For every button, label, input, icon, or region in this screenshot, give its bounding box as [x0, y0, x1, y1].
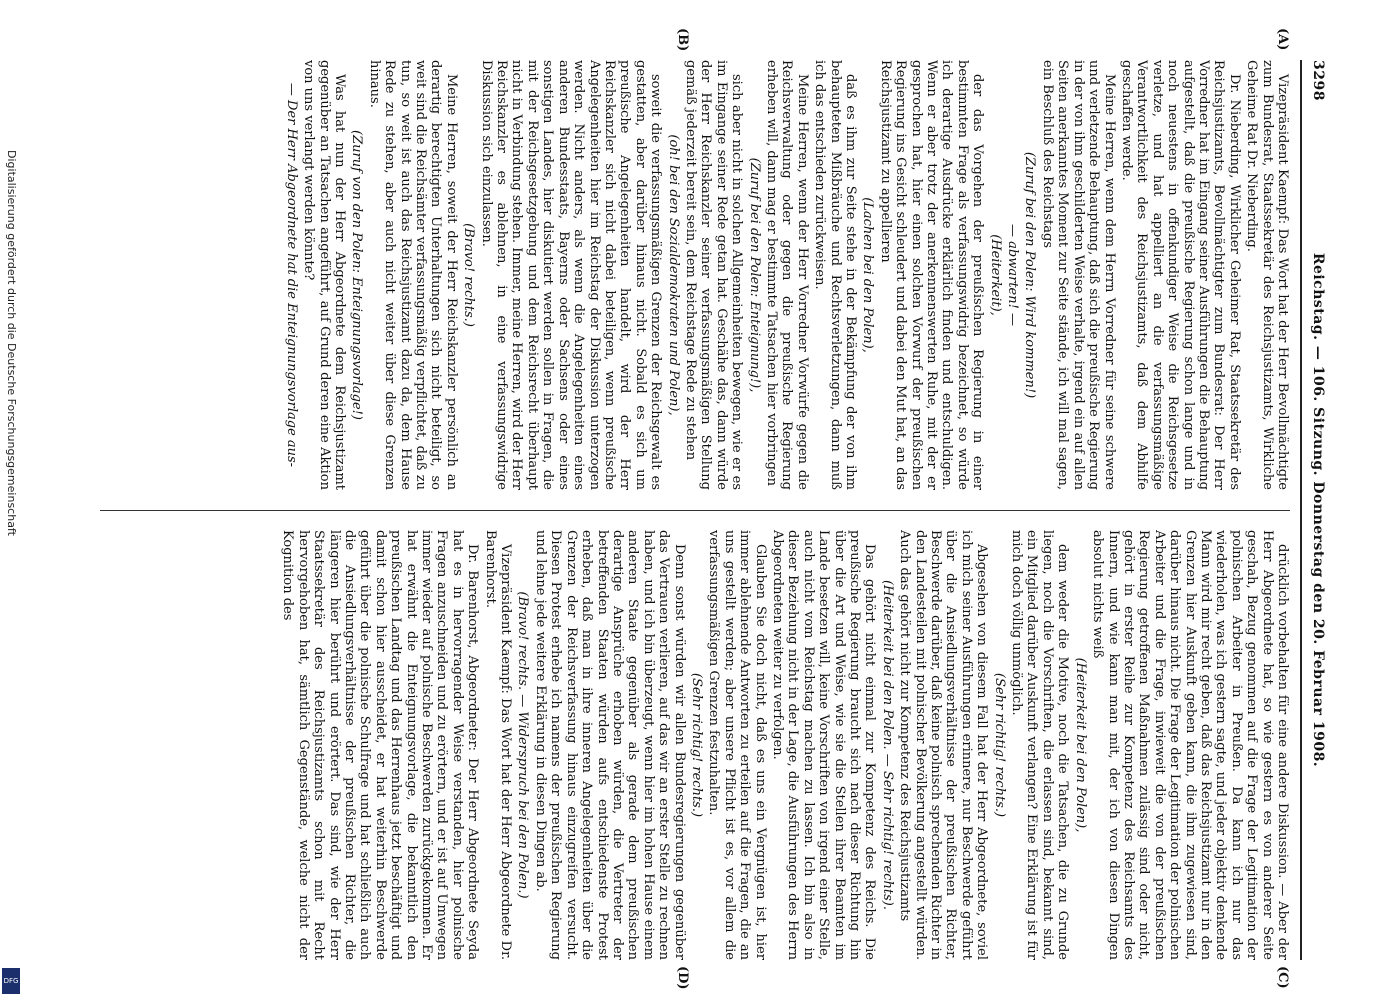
paragraph: (Bravo! rechts.) [461, 223, 477, 327]
left-column [100, 60, 1290, 490]
paragraph: (Bravo! rechts. — Widerspruch bei den Polen.) [515, 591, 531, 899]
dfg-logo: DFG [2, 968, 20, 994]
paragraph: Abgesehen von diesem Fall hat der Herr Abgeordnete, soviel ich mich seiner Ausführungen erinnere, nur Beschwerde geführt über die Ansiedlungsverhältnisse der preußischen Richter, Beschwerde darüber, daß keine polnisch sprechenden Richter in den Landesteilen mit polnischer Bevölkerung angestellt würden. Auch das gehört nicht zur Kompetenz des Reichsjustizamts [897, 530, 990, 960]
page-number: 3298 [1310, 60, 1326, 101]
paragraph: Dr. Nieberding, Wirklicher Geheimer Rat, Staatssekretär des Reichsjustizamts, Bevollmächtigter zum Bundesrat: Der Herr Vorredner hat im Eingang seiner Ausführungen die Behauptung aufgestellt, daß die preußische Regierung schon lange und in noch neuestens in offenkundiger Weise die Reichsgesetze verletze, und hat appelliert an die verfassungsmäßige Verantwortlichkeit des Reichsjustizamts, daß dem Abhilfe geschaffen werde. [1118, 60, 1242, 490]
paragraph: Meine Herren, wenn der Herr Vorredner Vorwürfe gegen die Reichsverwaltung oder gegen die preußische Regierung erheben will, dann mag er bestimmte Tatsachen hier vorbringen [764, 60, 810, 490]
paragraph: Dr. Barenhorst, Abgeordneter: Der Herr Abgeordnete Seyda hat es in hervorragender Weise verstanden, hier polnische Fragen anzuschneiden und zu erörtern, und er ist auf Umwegen immer wieder auf polnische Beschwerden zurückgekommen. Er hat erwähnt die Enteignungsvorlage, die bekanntlich den preußischen Landtag und das Herrenhaus jetzt beschäftigt und damit schon hier ausscheidet, er hat weiterhin Beschwerde geführt über die polnische Schulfrage und hat schließlich auch die Ansiedlungsverhältnisse der preußischen Richter, die längeren hier berührt und erörtert. Das sind, wie der Herr Staatssekretär des Reichsjustizamts schon mit Recht hervorgehoben hat, sämtlich Gegenstände, welche nicht der Kognition des [280, 530, 481, 960]
paragraph: dem weder die Motive, noch die Tatsachen, die zu Grunde liegen, noch die Vorschriften, die erlassen sind, bekannt sind, ein Mitglied darüber Auskunft verlangen? Eine Erklärung ist für mich doch völlig unmöglich. [1009, 530, 1071, 960]
paragraph: der das Vorgehen der preußischen Regierung in einer bestimmten Frage als verfassungswidrig bezeichnet, so würde ich derartige Ausdrücke erklärlich finden und entschuldigen. Wenn er aber trotz der anerkennenswerten Ruhe, mit der er gesprochen hat, hier einen solchen Vorwurf der preußischen Regierung ins Gesicht schleudert und dabei den Mut hat, an das Reichsjustizamt zu appellieren [877, 60, 986, 490]
paragraph: Was hat nun der Herr Abgeordnete dem Reichsjustizamt gegenüber an Tatsachen angeführt, auf Grund deren eine Aktion von uns verlangt werden könnte? [301, 60, 348, 490]
paragraph: (Sehr richtig! rechts.) [688, 672, 704, 818]
paragraph: (Zuruf bei den Polen: Wird kommen!) [1022, 151, 1038, 399]
paragraph: (Sehr richtig! rechts.) [991, 672, 1007, 818]
paragraph: (oh! bei den Sozialdemokraten und Polen), [665, 134, 681, 416]
margin-marker-a: (A) [1275, 28, 1290, 51]
paragraph: Meine Herren, wenn dem Herrn Vorredner für seine schwere und verletzende Behauptung, daß sich die preußische Regierung in der von ihm geschilderten Weise verhalte, irgend ein auf allen Seiten anerkanntes Moment zur Seite stände, ich will mal sagen, ein Beschluß des Reichstags [1039, 60, 1117, 490]
paragraph: — abwarten! — [1005, 224, 1021, 326]
paragraph: (Heiterkeit), [987, 234, 1003, 316]
paragraph: sich aber nicht in solchen Allgemeinheiten bewegen, wie er es im Eingange seiner Rede getan hat. Geschähe das, dann würde der Herr Reichskanzler seiner verfassungsmäßigen Stellung gemäß jederzeit bereit sein, dem Reichstage Rede zu stehen [682, 60, 745, 490]
paragraph: (Zuruf von den Polen: Enteignungsvorlage!) [349, 130, 365, 420]
paragraph: (Heiterkeit bei den Polen. — Sehr richtig! rechts). [879, 579, 895, 911]
margin-marker-b: (B) [675, 28, 690, 52]
side-note-text: Digitalisierung gefördert durch die Deutsche Forschungsgemeinschaft [5, 150, 18, 536]
right-column [100, 530, 1290, 960]
paragraph: Glauben Sie doch nicht, daß es uns ein Vergnügen ist, hier immer ablehnende Antworten zu erteilen auf die Fragen, die an uns gestellt werden; aber unsere Pflicht ist es, vor allem die verfassungsmäßigen Grenzen festzuhalten. [706, 530, 768, 960]
column-divider [100, 510, 1290, 511]
page-title: Reichstag. — 106. Sitzung. Donnerstag den 20. Februar 1908. [1310, 252, 1326, 768]
paragraph: (Zuruf bei den Polen: Enteignung!), [746, 157, 762, 393]
side-note [4, 150, 20, 990]
paragraph: (Lachen bei den Polen), [860, 197, 876, 353]
paragraph: Vizepräsident Kaempf: Das Wort hat der Herr Bevollmächtigte zum Bundesrat, Staatssekretär des Reichsjustizamts, Wirkliche Geheime Rat Dr. Nieberding. [1244, 60, 1290, 490]
paragraph: drücklich vorbehalten für eine andere Diskussion. — Aber der Herr Abgeordnete hat, so wie gestern es von anderer Seite geschah, Bezug genommen auf die Frage der Legitimation der polnischen Arbeiter in Preußen. Da kann ich nur das wiederholen, was ich gestern sagte, und jeder objektiv denkende Mann wird mir recht geben, daß das Reichsjustizamt nur in den Grenzen hier Auskunft geben kann, die ihm zugewiesen sind, darüber hinaus nicht. Die Frage der Legitimation der polnischen Arbeiter und die Frage, inwieweit die von der preußischen Regierung getroffenen Maßnahmen zulässig sind oder nicht, gehört in erster Reihe zur Kompetenz des Reichsamts des Innern, und wie kann man mit, der ich von diesen Dingen absolut nichts weiß [1090, 530, 1290, 960]
header-rule [1300, 60, 1302, 960]
paragraph: soweit die verfassungsmäßigen Grenzen der Reichsgewalt es gestatten, aber darüber hinaus nicht. Sobald es sich um preußische Angelegenheiten handelt, wird der Herr Reichskanzler sich nicht dabei beteiligen, wenn preußische Angelegenheiten hier im Reichstag der Diskussion unterzogen werden. Nicht anders, als wenn die Angelegenheiten eines anderen Bundesstaats, Bayerns oder Sachsens oder eines sonstigen Landes, hier diskutiert werden sollen in Fragen, die mit der Reichsgesetzgebung und dem Reichsrecht überhaupt nicht in Verbindung stehen. Immer, meine Herren, wird der Herr Reichskanzler es ablehnen, in eine verfassungswidrige Diskussion sich einzulassen. [478, 60, 664, 490]
margin-marker-d: (D) [675, 966, 690, 990]
paragraph: Denn sonst würden wir allen Bundesregierungen gegenüber das Vertrauen verlieren, auf das wir an erster Stelle zu rechnen haben, und ich bin überzeugt, wenn hier im hohen Hause einem anderen Staate gegenüber als gerade dem preußischen derartige Ansprüche erhoben würden, die Vertreter der betreffenden Staaten würden aufs entschiedenste Protest erheben, daß man in ihre inneren Angelegenheiten über die Grenzen der Reichsverfassung hinaus einzugreifen versucht. Diesen Protest erhebe ich namens der preußischen Regierung und lehne jede weitere Erklärung in diesen Dingen ab. [532, 530, 687, 960]
paragraph: Vizepräsident Kaempf: Das Wort hat der Herr Abgeordnete Dr. Barenhorst. [482, 530, 514, 960]
margin-marker-c: (C) [1275, 966, 1290, 989]
page-header [1300, 60, 1330, 960]
rotated-sheet [80, 28, 1330, 990]
paragraph: daß es ihm zur Seite stehe in der Bekämpfung der von ihm behaupteten Mißbräuche und Rechtsverletzungen, dann muß ich das entschieden zurückweisen. [812, 60, 859, 490]
paragraph: — Der Herr Abgeordnete hat die Enteignungsvorlage aus- [283, 82, 299, 468]
paragraph: Das gehört nicht einmal zur Kompetenz des Reichs. Die preußische Regierung braucht sich nach dieser Richtung hin über die Art und Weise, wie sie die Stellen ihrer Beamten im Lande besetzen will, keine Vorschriften von irgend einer Stelle, auch nicht vom Reichstag machen zu lassen. Ich bin also in dieser Beziehung nicht in der Lage, die Ausführungen des Herrn Abgeordneten weiter zu verfolgen. [770, 530, 878, 960]
paragraph: (Heiterkeit bei den Polen), [1072, 657, 1088, 833]
paragraph: Meine Herren, soweit der Herr Reichskanzler persönlich an derartig berechtigten Unterhaltungen sich nicht beteiligt, so weit sind die Reichsämter verfassungsmäßig verpflichtet, daß zu tun, so weit ist auch das Reichsjustizamt dazu da, dem Hause Rede zu stehen, aber auch nicht weiter über diese Grenzen hinaus. [366, 60, 459, 490]
